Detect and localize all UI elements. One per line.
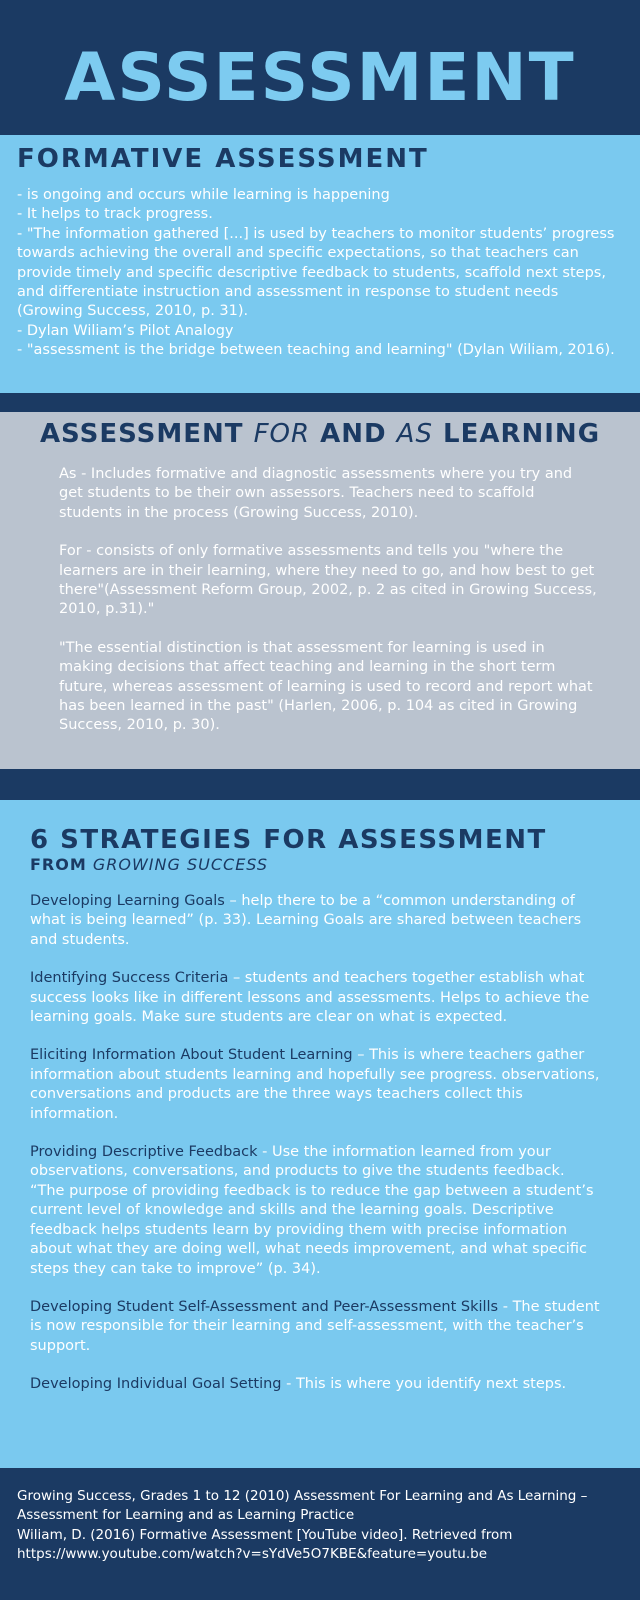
strategy-item (30, 969, 600, 1027)
divider-band (0, 393, 640, 412)
strategy-item (30, 1298, 600, 1356)
for-paragraph: For - consists of only formative assessments and tells you "where the learners are in their learning, where they need to go, and how best to get there"(Assessment Reform Group, 2002, p. 2 as cited in Growing Success, 2010, p.31)." (59, 543, 597, 618)
formative-line: - is ongoing and occurs while learning is happening (17, 187, 390, 203)
formative-lines (17, 186, 627, 361)
strategy-text: - Use the information learned from your observations, conversations, and products to give the students feedback. “The purpose of providing feedback is to reduce the gap between a student’s current level of knowledge and skills and the learning goals. Descriptive feedback helps students learn by providing them with precise information about what they are doing well, what needs improvement, and what specific steps they can take to improve” (p. 34). (30, 1144, 594, 1277)
strategy-item (30, 1143, 600, 1279)
strategy-item (30, 1375, 600, 1394)
formative-line: - It helps to track progress. (17, 206, 213, 223)
formative-line: - "The information gathered [...] is used by teachers to monitor students’ progress towards achieving the overall and specific expectations, so that teachers can provide timely and specific descriptive feedback to students, scaffold next steps, and differentiate instruction and assessment in response to student needs (Growing Success, 2010, p. 31). (17, 225, 615, 320)
sub-source: GROWING SUCCESS (92, 855, 269, 874)
heading-word: ASSESSMENT (39, 419, 244, 449)
strategy-text: – students and teachers together establish what success looks like in different lessons and assessments. Helps to achieve the learning goals. Make sure students are clear on what is expected. (30, 970, 590, 1026)
strategies-section (0, 800, 640, 1468)
strategies-subheading (30, 854, 268, 876)
strategy-name: Eliciting Information About Student Learning (30, 1047, 353, 1064)
as-paragraph: As - Includes formative and diagnostic assessments where you try and get students to be their own assessors. Teachers need to scaffold students in the process (Growing Success, 2010). (59, 466, 573, 521)
heading-word-italic: AS (396, 419, 433, 449)
strategy-name: Providing Descriptive Feedback (30, 1144, 258, 1161)
strategy-item (30, 1046, 600, 1124)
strategy-text: - This is where you identify next steps. (281, 1376, 567, 1393)
strategy-list (30, 892, 600, 1414)
title-banner (0, 0, 640, 135)
strategy-name: Identifying Success Criteria (30, 970, 229, 987)
divider-band (0, 769, 640, 800)
formative-line: - Dylan Wiliam’s Pilot Analogy (17, 322, 234, 339)
strategy-text: – This is where teachers gather information about students learning and hopefully see progress. observations, conversations and products are the three ways teachers collect this information. (30, 1047, 600, 1122)
heading-word: AND (320, 419, 387, 449)
references-footer (0, 1468, 640, 1600)
reference-wiliam: Wiliam, D. (2016) Formative Assessment [YouTube video]. Retrieved from https://www.youtube.com/watch?v=sYdVe5O7KBE&feature=youtu.be (17, 1526, 513, 1563)
formative-line: - "assessment is the bridge between teaching and learning" (Dylan Wiliam, 2016). (17, 342, 615, 359)
for-as-paragraphs (59, 465, 599, 755)
page-title: ASSESSMENT (64, 39, 576, 116)
strategy-text: - The student is now responsible for their learning and self-assessment, with the teacher’s support. (30, 1298, 600, 1354)
for-as-heading (0, 416, 640, 452)
sub-from: FROM (30, 855, 87, 874)
reference-growing-success: Growing Success, Grades 1 to 12 (2010) Assessment For Learning and As Learning – Assessment for Learning and as Learning Practice (17, 1488, 588, 1524)
heading-word: LEARNING (443, 419, 601, 449)
heading-word-italic: FOR (253, 419, 311, 449)
reference-list (17, 1487, 637, 1565)
strategies-heading: 6 STRATEGIES FOR ASSESSMENT (30, 825, 547, 855)
strategy-text: – help there to be a “common understanding of what is being learned” (p. 33). Learning Goals are shared between teachers and students. (30, 893, 582, 948)
strategy-name: Developing Student Self-Assessment and Peer-Assessment Skills (30, 1298, 499, 1315)
strategy-name: Developing Individual Goal Setting (30, 1376, 282, 1393)
formative-heading: FORMATIVE ASSESSMENT (17, 144, 429, 174)
strategy-name: Developing Learning Goals (30, 893, 225, 909)
distinction-paragraph: "The essential distinction is that assessment for learning is used in making decisions that affect teaching and learning in the short term future, whereas assessment of learning is used to record and report what has been learned in the past" (Harlen, 2006, p. 104 as cited in Growing Success, 2010, p. 30). (59, 639, 593, 734)
strategy-item (30, 892, 600, 950)
for-and-as-learning-section (0, 412, 640, 769)
formative-assessment-section (0, 135, 640, 393)
